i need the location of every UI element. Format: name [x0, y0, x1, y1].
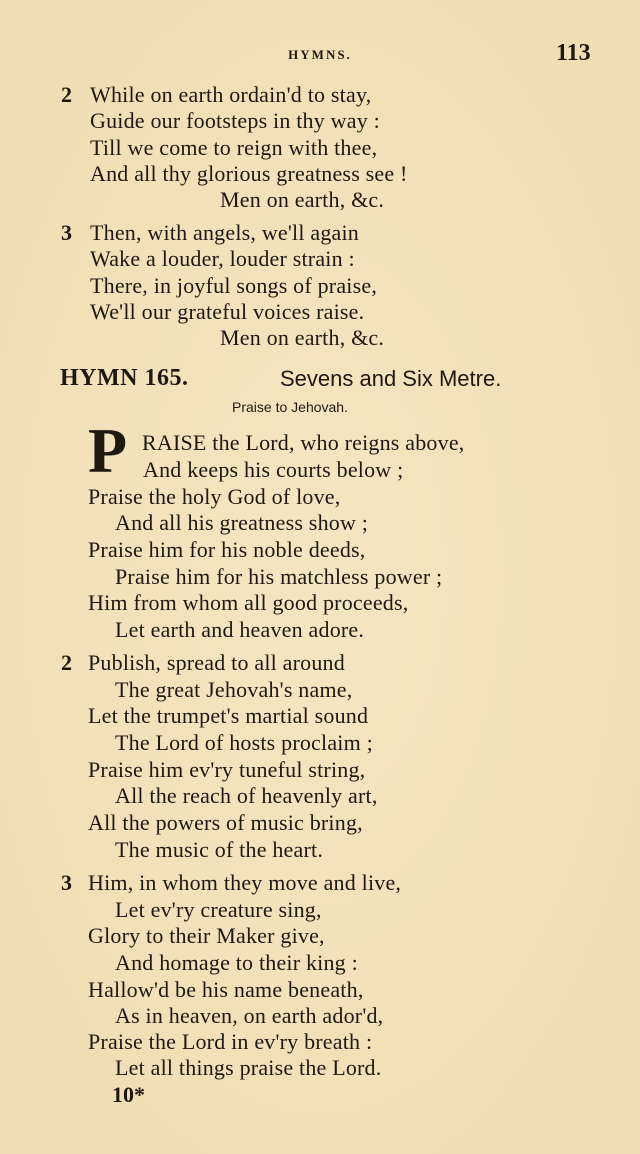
- verse-line: Praise him ev'ry tuneful string,: [88, 757, 366, 782]
- verse-line: And all thy glorious greatness see !: [90, 161, 408, 186]
- verse-line: Wake a louder, louder strain :: [90, 246, 355, 271]
- verse-line: Till we come to reign with thee,: [90, 135, 378, 160]
- stanza-number: 3: [61, 220, 72, 245]
- drop-cap: P: [88, 415, 128, 486]
- verse-line: While on earth ordain'd to stay,: [90, 82, 372, 107]
- verse-line: RAISE the Lord, who reigns above,: [142, 430, 465, 455]
- verse-line: Publish, spread to all around: [88, 650, 345, 675]
- verse-line: Praise him for his matchless power ;: [115, 564, 443, 589]
- verse-line: We'll our grateful voices raise.: [90, 299, 365, 324]
- verse-line: Men on earth, &c.: [220, 187, 385, 212]
- verse-line: Guide our footsteps in thy way :: [90, 108, 380, 133]
- verse-line: Then, with angels, we'll again: [90, 220, 360, 245]
- verse-line: All the reach of heavenly art,: [115, 783, 378, 808]
- page-number: 113: [556, 40, 591, 66]
- signature-mark: 10*: [112, 1082, 145, 1107]
- verse-line: And all his greatness show ;: [115, 510, 369, 535]
- verse-line: Let ev'ry creature sing,: [115, 897, 322, 922]
- verse-line: Him, in whom they move and live,: [88, 870, 402, 895]
- verse-line: All the powers of music bring,: [88, 810, 363, 835]
- running-title: HYMNS.: [288, 47, 352, 62]
- verse-line: And homage to their king :: [115, 950, 358, 975]
- stanza-number: 2: [61, 650, 72, 675]
- verse-line: The great Jehovah's name,: [115, 677, 353, 702]
- verse-line: There, in joyful songs of praise,: [90, 273, 378, 298]
- verse-line: Him from whom all good proceeds,: [88, 590, 409, 615]
- verse-line: Praise the Lord in ev'ry breath :: [88, 1029, 373, 1054]
- verse-line: And keeps his courts below ;: [143, 457, 404, 482]
- verse-line: The Lord of hosts proclaim ;: [115, 730, 373, 755]
- stanza-number: 2: [61, 82, 72, 107]
- verse-line: Let all things praise the Lord.: [115, 1055, 382, 1080]
- hymn-heading: HYMN 165.: [60, 365, 189, 391]
- hymn-subtitle: Praise to Jehovah.: [232, 399, 348, 415]
- verse-line: Let earth and heaven adore.: [115, 617, 365, 642]
- stanza-number: 3: [61, 870, 72, 895]
- verse-line: The music of the heart.: [115, 837, 324, 862]
- verse-line: As in heaven, on earth ador'd,: [115, 1003, 384, 1028]
- verse-line: Let the trumpet's martial sound: [88, 703, 369, 728]
- verse-line: Glory to their Maker give,: [88, 923, 325, 948]
- verse-line: Praise the holy God of love,: [88, 484, 341, 509]
- verse-line: Men on earth, &c.: [220, 325, 385, 350]
- verse-line: Hallow'd be his name beneath,: [88, 977, 364, 1002]
- hymn-metre: Sevens and Six Metre.: [280, 366, 502, 391]
- verse-line: Praise him for his noble deeds,: [88, 537, 366, 562]
